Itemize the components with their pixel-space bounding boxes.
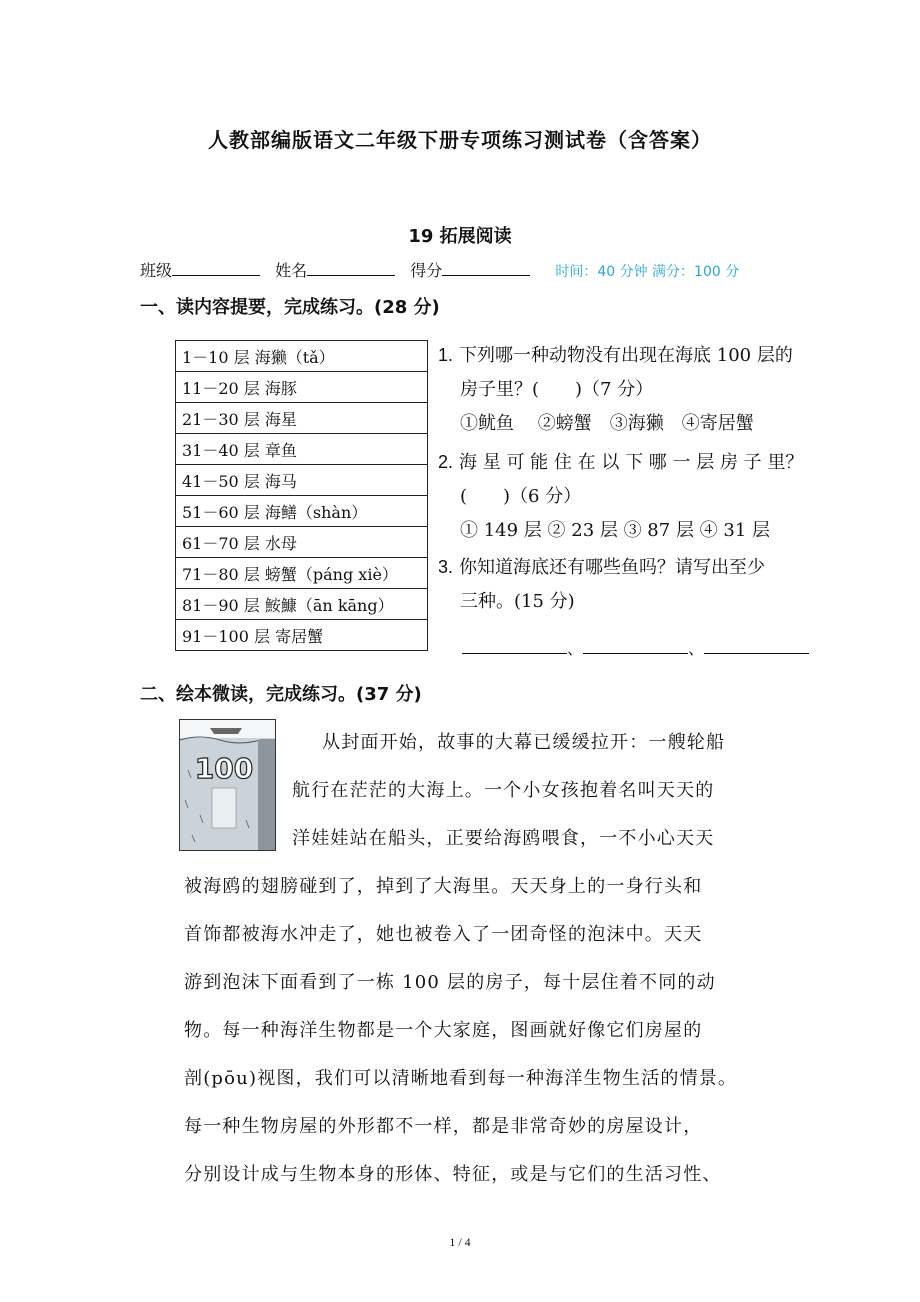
paragraph-line: 分别设计成与生物本身的形体、特征，或是与它们的生活习性、 bbox=[184, 1164, 722, 1185]
score-label: 得分 bbox=[410, 261, 443, 280]
floor-cell: 81－90 层 鮟鱇（ān kāng） bbox=[176, 589, 428, 620]
floor-cell: 61－70 层 水母 bbox=[176, 527, 428, 558]
paragraph-line: 游到泡沫下面看到了一栋 100 层的房子，每十层住着不同的动 bbox=[184, 972, 716, 993]
floor-cell: 11－20 层 海豚 bbox=[176, 372, 428, 403]
answer-blank[interactable] bbox=[462, 637, 567, 654]
answer-separator: 、 bbox=[688, 639, 705, 658]
table-row bbox=[176, 527, 428, 558]
class-label: 班级 bbox=[140, 261, 173, 280]
paragraph-line: 被海鸥的翅膀碰到了，掉到了大海里。天天身上的一身行头和 bbox=[184, 876, 703, 897]
question-3 bbox=[438, 550, 843, 619]
floors-table bbox=[175, 340, 428, 651]
page-number: 1 / 4 bbox=[449, 1235, 471, 1249]
table-row bbox=[176, 341, 428, 372]
floor-cell: 91－100 层 寄居蟹 bbox=[176, 620, 428, 651]
table-row bbox=[176, 372, 428, 403]
section2-title: 二、绘本微读，完成练习。(37 分) bbox=[140, 684, 422, 705]
paragraph-line: 从封面开始，故事的大幕已缓缓拉开：一艘轮船 bbox=[322, 732, 726, 753]
answer-blank[interactable] bbox=[704, 637, 809, 654]
paragraph-line: 首饰都被海水冲走了，她也被卷入了一团奇怪的泡沫中。天天 bbox=[184, 924, 703, 945]
question-options: ①鱿鱼 ②螃蟹 ③海獭 ④寄居蟹 bbox=[460, 413, 754, 434]
question-number: 3. bbox=[438, 557, 454, 577]
book-cover-image bbox=[179, 719, 276, 851]
floor-cell: 51－60 层 海鳝（shàn） bbox=[176, 496, 428, 527]
table-row bbox=[176, 496, 428, 527]
table-row bbox=[176, 620, 428, 651]
paragraph-line: 剖(pōu)视图，我们可以清晰地看到每一种海洋生物生活的情景。 bbox=[184, 1068, 738, 1089]
question-text-2[interactable]: ( )（6 分） bbox=[460, 486, 582, 507]
table-row bbox=[176, 558, 428, 589]
question-text: 你知道海底还有哪些鱼吗？请写出至少 bbox=[459, 557, 766, 578]
student-info-row bbox=[140, 258, 739, 281]
question-text: 海 星 可 能 住 在 以 下 哪 一 层 房 子 里？ bbox=[459, 452, 804, 473]
class-blank[interactable] bbox=[172, 261, 260, 276]
paragraph-line: 每一种生物房屋的外形都不一样，都是非常奇妙的房屋设计， bbox=[184, 1116, 703, 1137]
cover-title: 100 bbox=[194, 752, 254, 785]
book-cover-illustration bbox=[180, 720, 275, 850]
floor-cell: 1－10 层 海獭（tǎ） bbox=[176, 341, 428, 372]
answer-blank[interactable] bbox=[583, 637, 688, 654]
question-2 bbox=[438, 445, 843, 548]
document-title: 人教部编版语文二年级下册专项练习测试卷（含答案） bbox=[208, 128, 712, 152]
score-blank[interactable] bbox=[442, 261, 530, 276]
question-text: 下列哪一种动物没有出现在海底 100 层的 bbox=[459, 345, 793, 366]
table-row bbox=[176, 434, 428, 465]
question-number: 1. bbox=[438, 345, 454, 365]
paragraph-line: 航行在茫茫的大海上。一个小女孩抱着名叫天天的 bbox=[292, 780, 715, 801]
answer-lines bbox=[462, 636, 822, 659]
floor-cell: 21－30 层 海星 bbox=[176, 403, 428, 434]
section1-title: 一、读内容提要，完成练习。(28 分) bbox=[140, 297, 440, 318]
question-options: ① 149 层 ② 23 层 ③ 87 层 ④ 31 层 bbox=[460, 520, 771, 541]
question-text-2: 三种。(15 分) bbox=[460, 591, 575, 612]
question-number: 2. bbox=[438, 452, 454, 472]
question-1 bbox=[438, 338, 843, 441]
floor-cell: 71－80 层 螃蟹（páng xiè） bbox=[176, 558, 428, 589]
lesson-title: 19 拓展阅读 bbox=[408, 226, 512, 247]
floor-cell: 41－50 层 海马 bbox=[176, 465, 428, 496]
paragraph-line: 物。每一种海洋生物都是一个大家庭，图画就好像它们房屋的 bbox=[184, 1020, 703, 1041]
time-info: 时间：40 分钟 满分：100 分 bbox=[555, 264, 740, 280]
name-label: 姓名 bbox=[275, 261, 308, 280]
name-blank[interactable] bbox=[307, 261, 395, 276]
table-row bbox=[176, 403, 428, 434]
floor-cell: 31－40 层 章鱼 bbox=[176, 434, 428, 465]
table-row bbox=[176, 589, 428, 620]
question-text-2[interactable]: 房子里？( )（7 分） bbox=[460, 379, 654, 400]
table-row bbox=[176, 465, 428, 496]
answer-separator: 、 bbox=[567, 639, 584, 658]
paragraph-line: 洋娃娃站在船头，正要给海鸥喂食，一不小心天天 bbox=[292, 828, 715, 849]
